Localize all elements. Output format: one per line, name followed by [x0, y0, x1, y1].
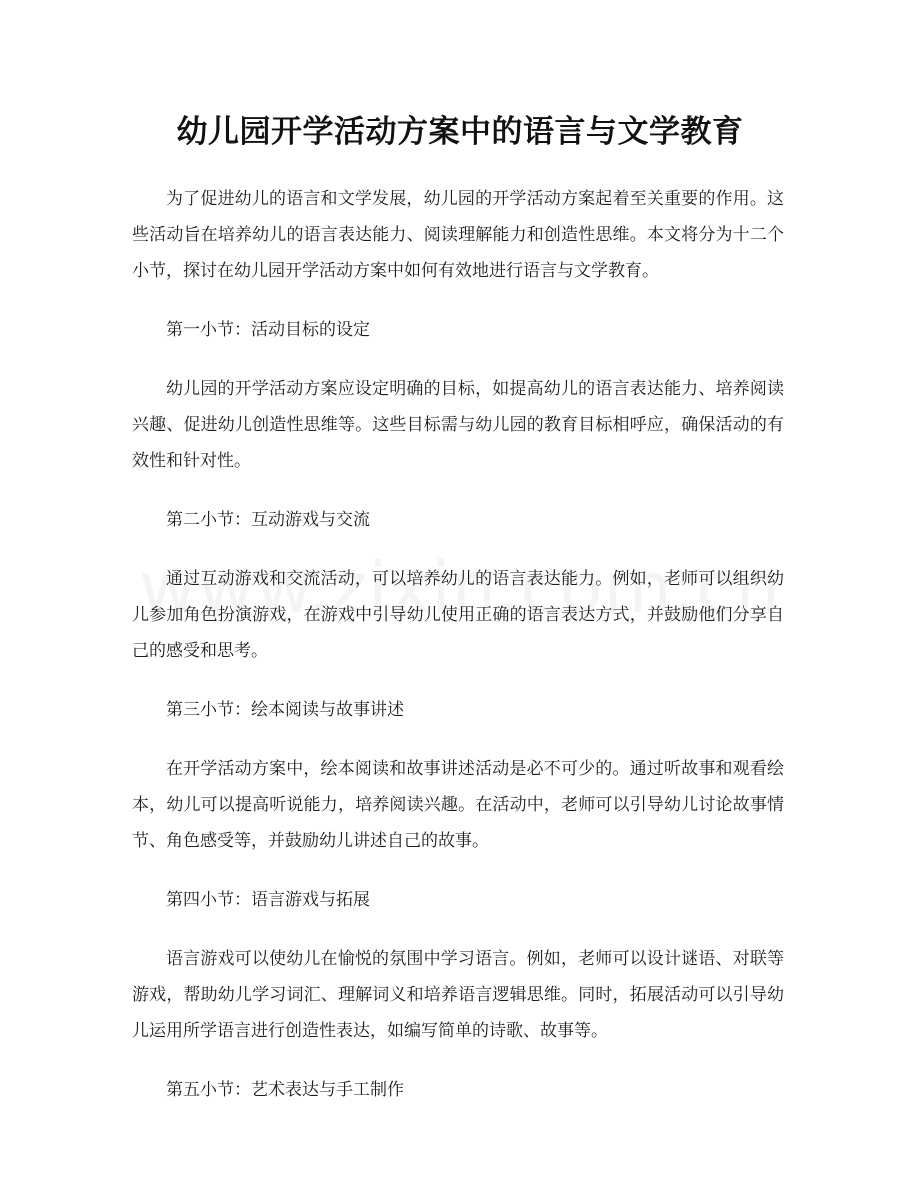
section-4-heading: 第四小节：语言游戏与拓展	[166, 890, 370, 910]
section-1-heading: 第一小节：活动目标的设定	[166, 320, 370, 340]
section-3-paragraph: 在开学活动方案中，绘本阅读和故事讲述活动是必不可少的。通过听故事和观看绘本，幼儿可以提高听说能力，培养阅读兴趣。在活动中，老师可以引导幼儿讨论故事情节、角色感受等，并鼓励幼儿讲述自己的故事。	[132, 759, 784, 851]
section-3-heading: 第三小节：绘本阅读与故事讲述	[166, 700, 404, 720]
section-5-heading: 第五小节：艺术表达与手工制作	[166, 1080, 404, 1100]
document-body	[132, 181, 784, 1131]
section-4-paragraph: 语言游戏可以使幼儿在愉悦的氛围中学习语言。例如，老师可以设计谜语、对联等游戏，帮助幼儿学习词汇、理解词义和培养语言逻辑思维。同时，拓展活动可以引导幼儿运用所学语言进行创造性表达，如编写简单的诗歌、故事等。	[132, 949, 784, 1041]
intro-paragraph: 为了促进幼儿的语言和文学发展，幼儿园的开学活动方案起着至关重要的作用。这些活动旨在培养幼儿的语言表达能力、阅读理解能力和创造性思维。本文将分为十二个小节，探讨在幼儿园开学活动方案中如何有效地进行语言与文学教育。	[132, 189, 784, 281]
document-title: 幼儿园开学活动方案中的语言与文学教育	[176, 114, 744, 150]
section-2-paragraph: 通过互动游戏和交流活动，可以培养幼儿的语言表达能力。例如，老师可以组织幼儿参加角色扮演游戏，在游戏中引导幼儿使用正确的语言表达方式，并鼓励他们分享自己的感受和思考。	[132, 569, 784, 661]
section-1-paragraph: 幼儿园的开学活动方案应设定明确的目标，如提高幼儿的语言表达能力、培养阅读兴趣、促进幼儿创造性思维等。这些目标需与幼儿园的教育目标相呼应，确保活动的有效性和针对性。	[132, 379, 784, 471]
section-2-heading: 第二小节：互动游戏与交流	[166, 510, 370, 530]
